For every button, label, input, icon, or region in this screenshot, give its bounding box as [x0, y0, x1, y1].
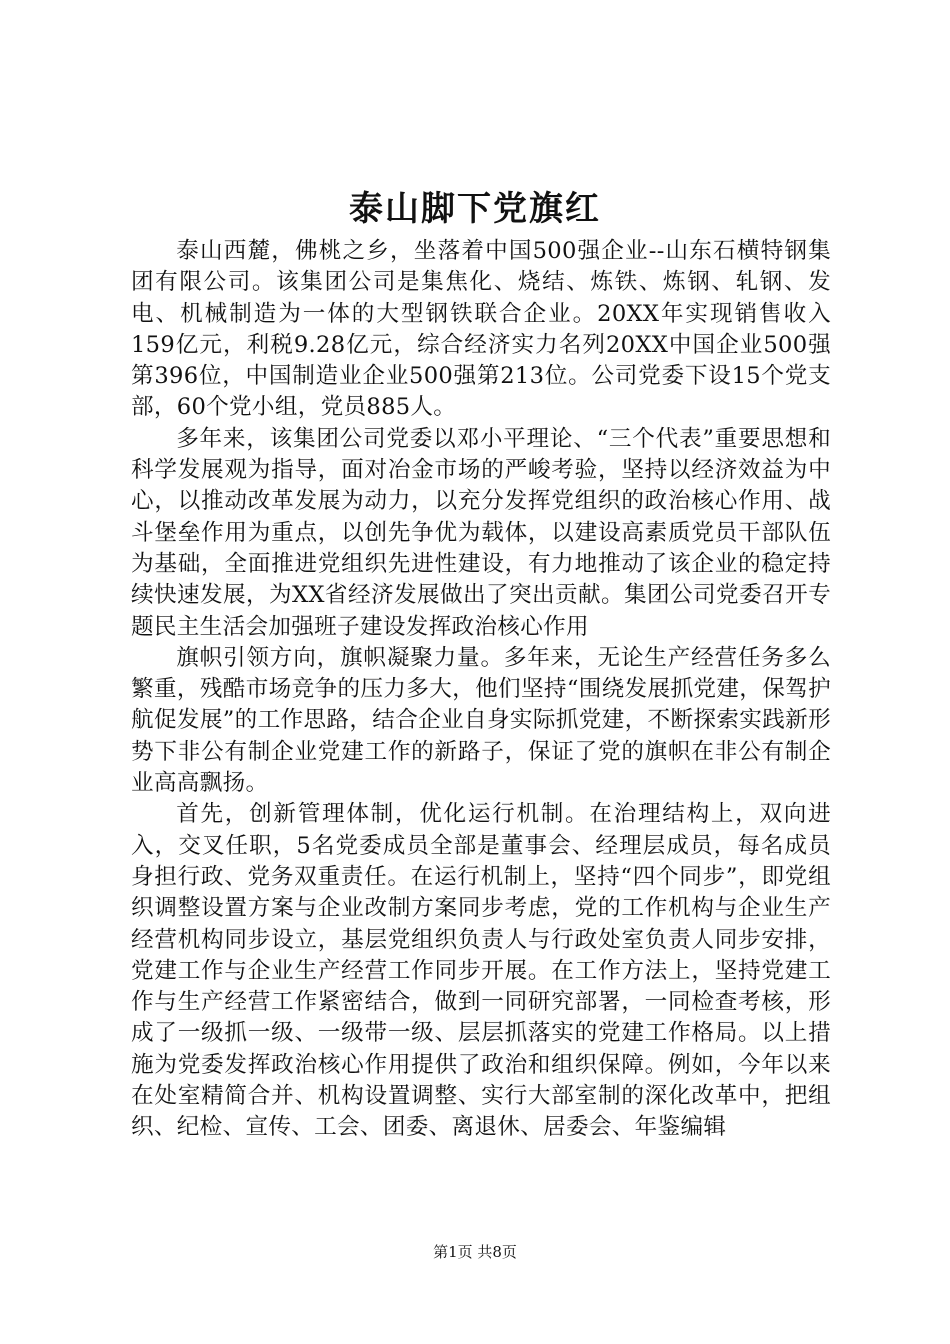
paragraph: 首先，创新管理体制，优化运行机制。在治理结构上，双向进入，交叉任职，5名党委成员全部是董事会、经理层成员，每名成员身担行政、党务双重责任。在运行机制上，坚持“四个同步”，即党组织调整设置方案与企业改制方案同步考虑，党的工作机构与企业生产经营机构同步设立，基层党组织负责人与行政处室负责人同步安排，党建工作与企业生产经营工作同步开展。在工作方法上，坚持党建工作与生产经营工作紧密结合，做到一同研究部署，一同检查考核，形成了一级抓一级、一级带一级、层层抓落实的党建工作格局。以上措施为党委发挥政治核心作用提供了政治和组织保障。例如，今年以来在处室精简合并、机构设置调整、实行大部室制的深化改革中，把组织、纪检、宣传、工会、团委、离退休、居委会、年鉴编辑: [131, 801, 831, 1141]
paragraph: 泰山西麓，佛桃之乡，坐落着中国500强企业--山东石横特钢集团有限公司。该集团公司是集焦化、烧结、炼铁、炼钢、轧钢、发电、机械制造为一体的大型钢铁联合企业。20XX年实现销售收入159亿元，利税9.28亿元，综合经济实力名列20XX中国企业500强第396位，中国制造业企业500强第213位。公司党委下设15个党支部，60个党小组，党员885人。: [131, 238, 831, 421]
document-title: 泰山脚下党旗红: [349, 189, 601, 229]
paragraph: 旗帜引领方向，旗帜凝聚力量。多年来，无论生产经营任务多么繁重，残酷市场竞争的压力多大，他们坚持“围绕发展抓党建，保驾护航促发展”的工作思路，结合企业自身实际抓党建，不断探索实践新形势下非公有制企业党建工作的新路子，保证了党的旗帜在非公有制企业高高飘扬。: [131, 644, 831, 797]
paragraph: 多年来，该集团公司党委以邓小平理论、“三个代表”重要思想和科学发展观为指导，面对冶金市场的严峻考验，坚持以经济效益为中心，以推动改革发展为动力，以充分发挥党组织的政治核心作用、战斗堡垒作用为重点，以创先争优为载体，以建设高素质党员干部队伍为基础，全面推进党组织先进性建设，有力地推动了该企业的稳定持续快速发展，为XX省经济发展做出了突出贡献。集团公司党委召开专题民主生活会加强班子建设发挥政治核心作用: [131, 425, 831, 640]
page-number-footer: 第1页 共8页: [433, 1243, 517, 1261]
document-body: [131, 236, 831, 1144]
